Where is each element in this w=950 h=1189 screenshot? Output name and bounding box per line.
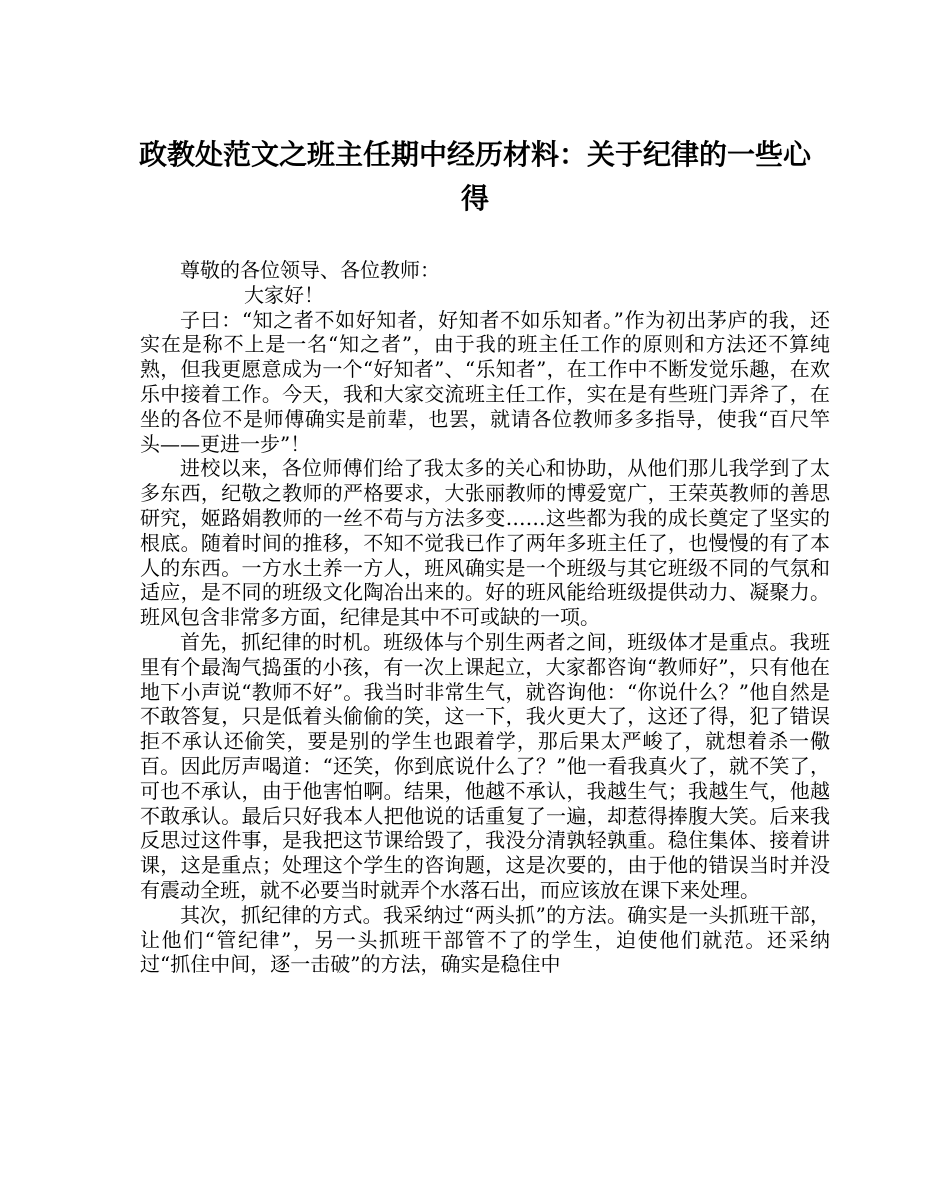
paragraph: 首先，抓纪律的时机。班级体与个别生两者之间，班级体才是重点。我班里有个最淘气捣蛋的小孩，有一次上课起立，大家都咨询“教师好”，只有他在地下小声说“教师不好”。我当时非常生气，就咨询他：“你说什么？”他自然是不敢答复，只是低着头偷偷的笑，这一下，我火更大了，这还了得，犯了错误拒不承认还偷笑，要是别的学生也跟着学，那后果太严峻了，就想着杀一儆百。因此厉声喝道：“还笑，你到底说什么了？”他一看我真火了，就不笑了，可也不承认，由于他害怕啊。结果，他越不承认，我越生气；我越生气，他越不敢承认。最后只好我本人把他说的话重复了一遍，却惹得捧腹大笑。后来我反思过这件事，是我把这节课给毁了，我没分清孰轻孰重。稳住集体、接着讲课，这是重点；处理这个学生的咨询题，这是次要的，由于他的错误当时并没有震动全班，就不必要当时就弄个水落石出，而应该放在课下来处理。 <box>140 629 830 902</box>
paragraph: 进校以来，各位师傅们给了我太多的关心和协助，从他们那儿我学到了太多东西，纪敬之教师的严格要求，大张丽教师的博爱宽广，王荣英教师的善思研究，姬路娟教师的一丝不苟与方法多变……这些都为我的成长奠定了坚实的根底。随着时间的推移，不知不觉我已作了两年多班主任了，也慢慢的有了本人的东西。一方水土养一方人，班风确实是一个班级与其它班级不同的气氛和适应，是不同的班级文化陶冶出来的。好的班风能给班级提供动力、凝聚力。班风包含非常多方面，纪律是其中不可或缺的一项。 <box>140 456 830 630</box>
paragraph: 子曰：“知之者不如好知者，好知者不如乐知者。”作为初出茅庐的我，还实在是称不上是一名“知之者”，由于我的班主任工作的原则和方法还不算纯熟，但我更愿意成为一个“好知者”、“乐知者”，在工作中不断发觉乐趣，在欢乐中接着工作。今天，我和大家交流班主任工作，实在是有些班门弄斧了，在坐的各位不是师傅确实是前辈，也罢，就请各位教师多多指导，使我“百尺竿头——更进一步”！ <box>140 307 830 456</box>
document-title: 政教处范文之班主任期中经历材料：关于纪律的一些心得 <box>138 138 811 215</box>
document-body <box>140 258 830 977</box>
salutation: 尊敬的各位领导、各位教师： <box>180 258 440 282</box>
paragraph: 其次，抓纪律的方式。我采纳过“两头抓”的方法。确实是一头抓班干部，让他们“管纪律”，另一头抓班干部管不了的学生，迫使他们就范。还采纳过“抓住中间，逐一击破”的方法，确实是稳住中 <box>140 902 830 977</box>
greeting: 大家好！ <box>244 282 324 307</box>
